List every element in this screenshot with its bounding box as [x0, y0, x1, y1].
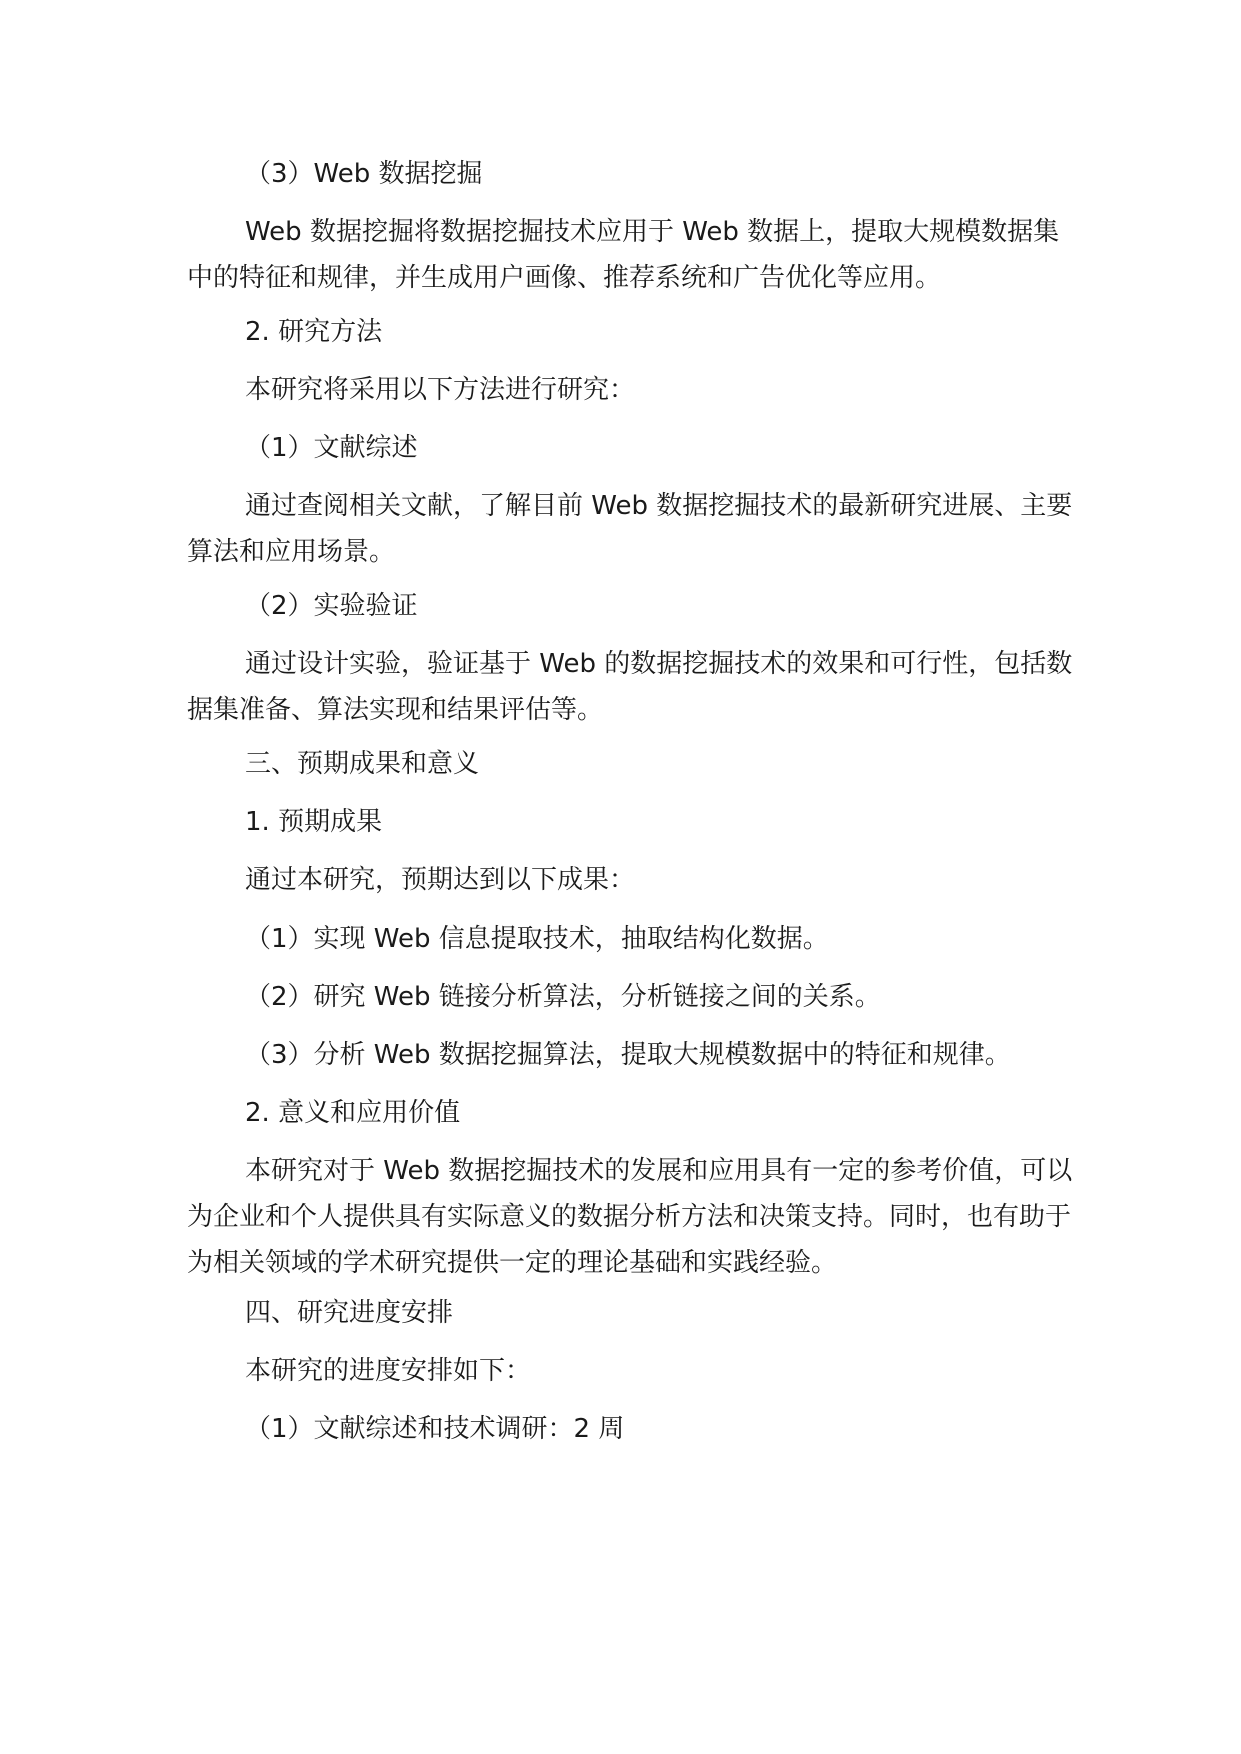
paragraph-web-data-mining: Web 数据挖掘将数据挖掘技术应用于 Web 数据上，提取大规模数据集中的特征和规律，并生成用户画像、推荐系统和广告优化等应用。 — [187, 217, 1060, 293]
list-item-outcome-2: （2）研究 Web 链接分析算法，分析链接之间的关系。 — [245, 982, 881, 1012]
list-item-outcome-3: （3）分析 Web 数据挖掘算法，提取大规模数据中的特征和规律。 — [245, 1040, 1011, 1070]
list-item-outcome-1: （1）实现 Web 信息提取技术，抽取结构化数据。 — [245, 924, 829, 954]
heading-web-data-mining: （3）Web 数据挖掘 — [245, 159, 483, 189]
heading-experiment: （2）实验验证 — [245, 591, 418, 621]
heading-significance: 2. 意义和应用价值 — [245, 1098, 461, 1128]
heading-schedule: 四、研究进度安排 — [245, 1298, 454, 1328]
heading-expected-results: 三、预期成果和意义 — [245, 749, 480, 779]
paragraph-schedule-intro: 本研究的进度安排如下： — [245, 1356, 532, 1386]
paragraph-outcomes-intro: 通过本研究，预期达到以下成果： — [245, 865, 636, 895]
heading-research-methods: 2. 研究方法 — [245, 317, 383, 347]
heading-expected-outcomes: 1. 预期成果 — [245, 807, 383, 837]
list-item-schedule-1: （1）文献综述和技术调研：2 周 — [245, 1414, 625, 1444]
paragraph-methods-intro: 本研究将采用以下方法进行研究： — [245, 375, 636, 405]
paragraph-literature-review: 通过查阅相关文献，了解目前 Web 数据挖掘技术的最新研究进展、主要算法和应用场景。 — [187, 491, 1073, 567]
paragraph-experiment: 通过设计实验，验证基于 Web 的数据挖掘技术的效果和可行性，包括数据集准备、算法实现和结果评估等。 — [187, 649, 1073, 725]
paragraph-significance: 本研究对于 Web 数据挖掘技术的发展和应用具有一定的参考价值，可以为企业和个人提供具有实际意义的数据分析方法和决策支持。同时，也有助于为相关领域的学术研究提供一定的理论基础和实践经验。 — [187, 1156, 1073, 1278]
heading-literature-review: （1）文献综述 — [245, 433, 418, 463]
